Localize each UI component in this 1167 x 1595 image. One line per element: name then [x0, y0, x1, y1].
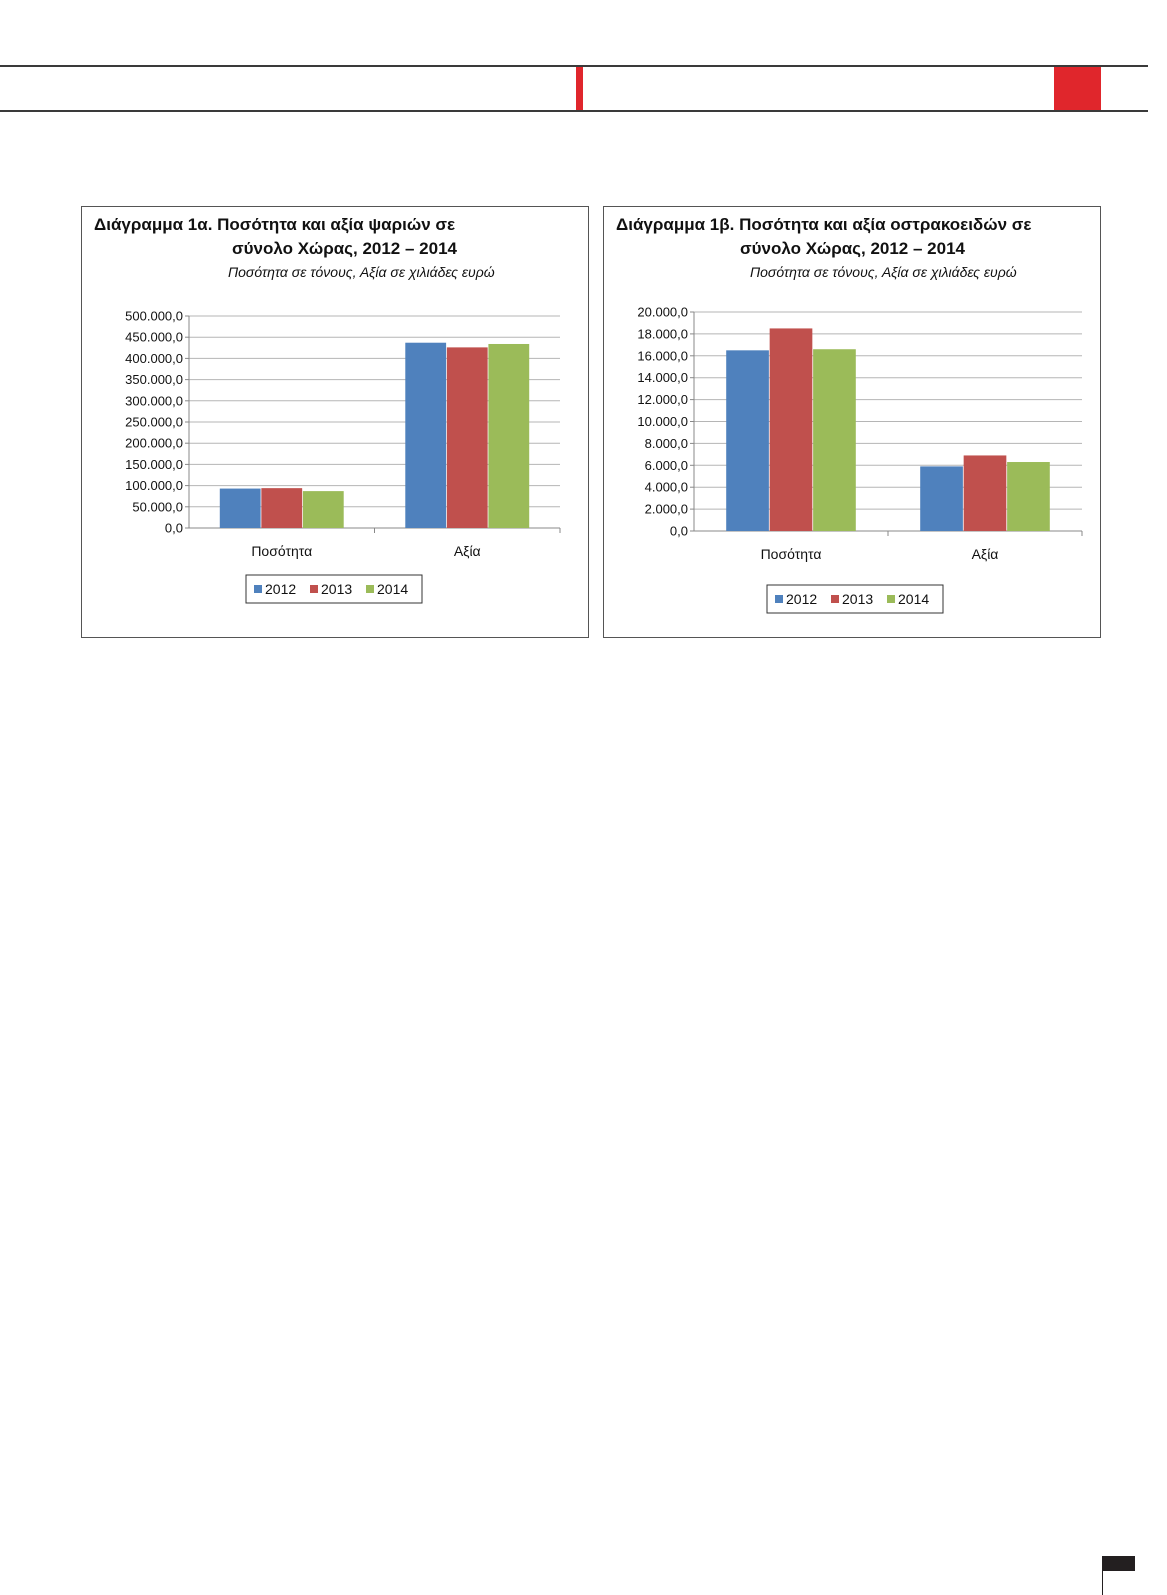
y-tick-label: 500.000,0 — [125, 308, 183, 324]
legend-label: 2014 — [898, 591, 930, 607]
bar-2014 — [1007, 462, 1050, 531]
y-tick-label: 100.000,0 — [125, 478, 183, 494]
y-tick-label: 6.000,0 — [644, 457, 688, 473]
y-tick-label: 50.000,0 — [132, 499, 183, 515]
bar-chart-shellfish — [604, 207, 1102, 639]
legend-label: 2012 — [265, 581, 297, 597]
category-label: Αξία — [971, 546, 999, 562]
header-rule-top — [0, 65, 1148, 67]
legend-swatch — [887, 595, 895, 603]
y-tick-label: 10.000,0 — [637, 414, 688, 429]
y-tick-label: 0,0 — [164, 520, 183, 536]
legend-swatch — [366, 585, 374, 593]
y-tick-label: 250.000,0 — [125, 414, 183, 430]
y-tick-label: 150.000,0 — [125, 456, 183, 472]
page-corner-line — [1102, 1556, 1103, 1595]
bar-2013 — [447, 347, 488, 528]
bar-2012 — [220, 489, 261, 528]
bar-2014 — [303, 491, 344, 528]
bar-2012 — [920, 466, 963, 531]
y-tick-label: 200.000,0 — [125, 435, 183, 451]
legend-swatch — [254, 585, 262, 593]
y-tick-label: 18.000,0 — [637, 326, 688, 342]
legend-label: 2012 — [786, 591, 818, 607]
y-tick-label: 8.000,0 — [644, 435, 688, 451]
header-red-block — [1054, 67, 1101, 110]
y-tick-label: 400.000,0 — [125, 350, 183, 366]
category-label: Αξία — [453, 543, 481, 559]
y-tick-label: 350.000,0 — [125, 372, 183, 388]
y-tick-label: 450.000,0 — [125, 329, 183, 345]
chart-title-line2: σύνολο Χώρας, 2012 – 2014 — [232, 239, 457, 258]
category-label: Ποσότητα — [760, 546, 822, 562]
bar-2012 — [405, 343, 446, 528]
page-corner-marker — [1102, 1556, 1135, 1571]
legend-swatch — [831, 595, 839, 603]
bar-2013 — [770, 328, 813, 531]
y-tick-label: 300.000,0 — [125, 393, 183, 409]
bar-2013 — [261, 488, 302, 528]
header-rule-bottom — [0, 110, 1148, 112]
y-tick-label: 4.000,0 — [644, 479, 688, 495]
y-tick-label: 14.000,0 — [637, 370, 688, 386]
bar-2014 — [488, 344, 529, 528]
chart-panel-shellfish — [603, 206, 1101, 638]
y-tick-label: 0,0 — [669, 523, 688, 539]
chart-subtitle: Ποσότητα σε τόνους, Αξία σε χιλιάδες ευρώ — [228, 264, 495, 280]
chart-panel-fish — [81, 206, 589, 638]
y-tick-label: 2.000,0 — [644, 501, 688, 517]
y-tick-label: 16.000,0 — [637, 348, 688, 364]
legend-swatch — [775, 595, 783, 603]
chart-title-line1: Διάγραμμα 1β. Ποσότητα και αξία οστρακοειδών σε — [616, 215, 1032, 234]
chart-subtitle: Ποσότητα σε τόνους, Αξία σε χιλιάδες ευρώ — [750, 264, 1017, 280]
bar-2013 — [964, 455, 1007, 531]
bar-2014 — [813, 349, 856, 531]
legend-label: 2013 — [321, 581, 353, 597]
legend-label: 2013 — [842, 591, 874, 607]
bar-2012 — [726, 350, 769, 531]
category-label: Ποσότητα — [251, 543, 313, 559]
legend-swatch — [310, 585, 318, 593]
chart-title-line2: σύνολο Χώρας, 2012 – 2014 — [740, 239, 965, 258]
bar-chart-fish — [82, 207, 590, 639]
legend-label: 2014 — [377, 581, 409, 597]
y-tick-label: 12.000,0 — [637, 392, 688, 408]
header-red-marker — [576, 67, 583, 110]
y-tick-label: 20.000,0 — [637, 304, 688, 320]
chart-title-line1: Διάγραμμα 1α. Ποσότητα και αξία ψαριών σε — [94, 215, 456, 234]
